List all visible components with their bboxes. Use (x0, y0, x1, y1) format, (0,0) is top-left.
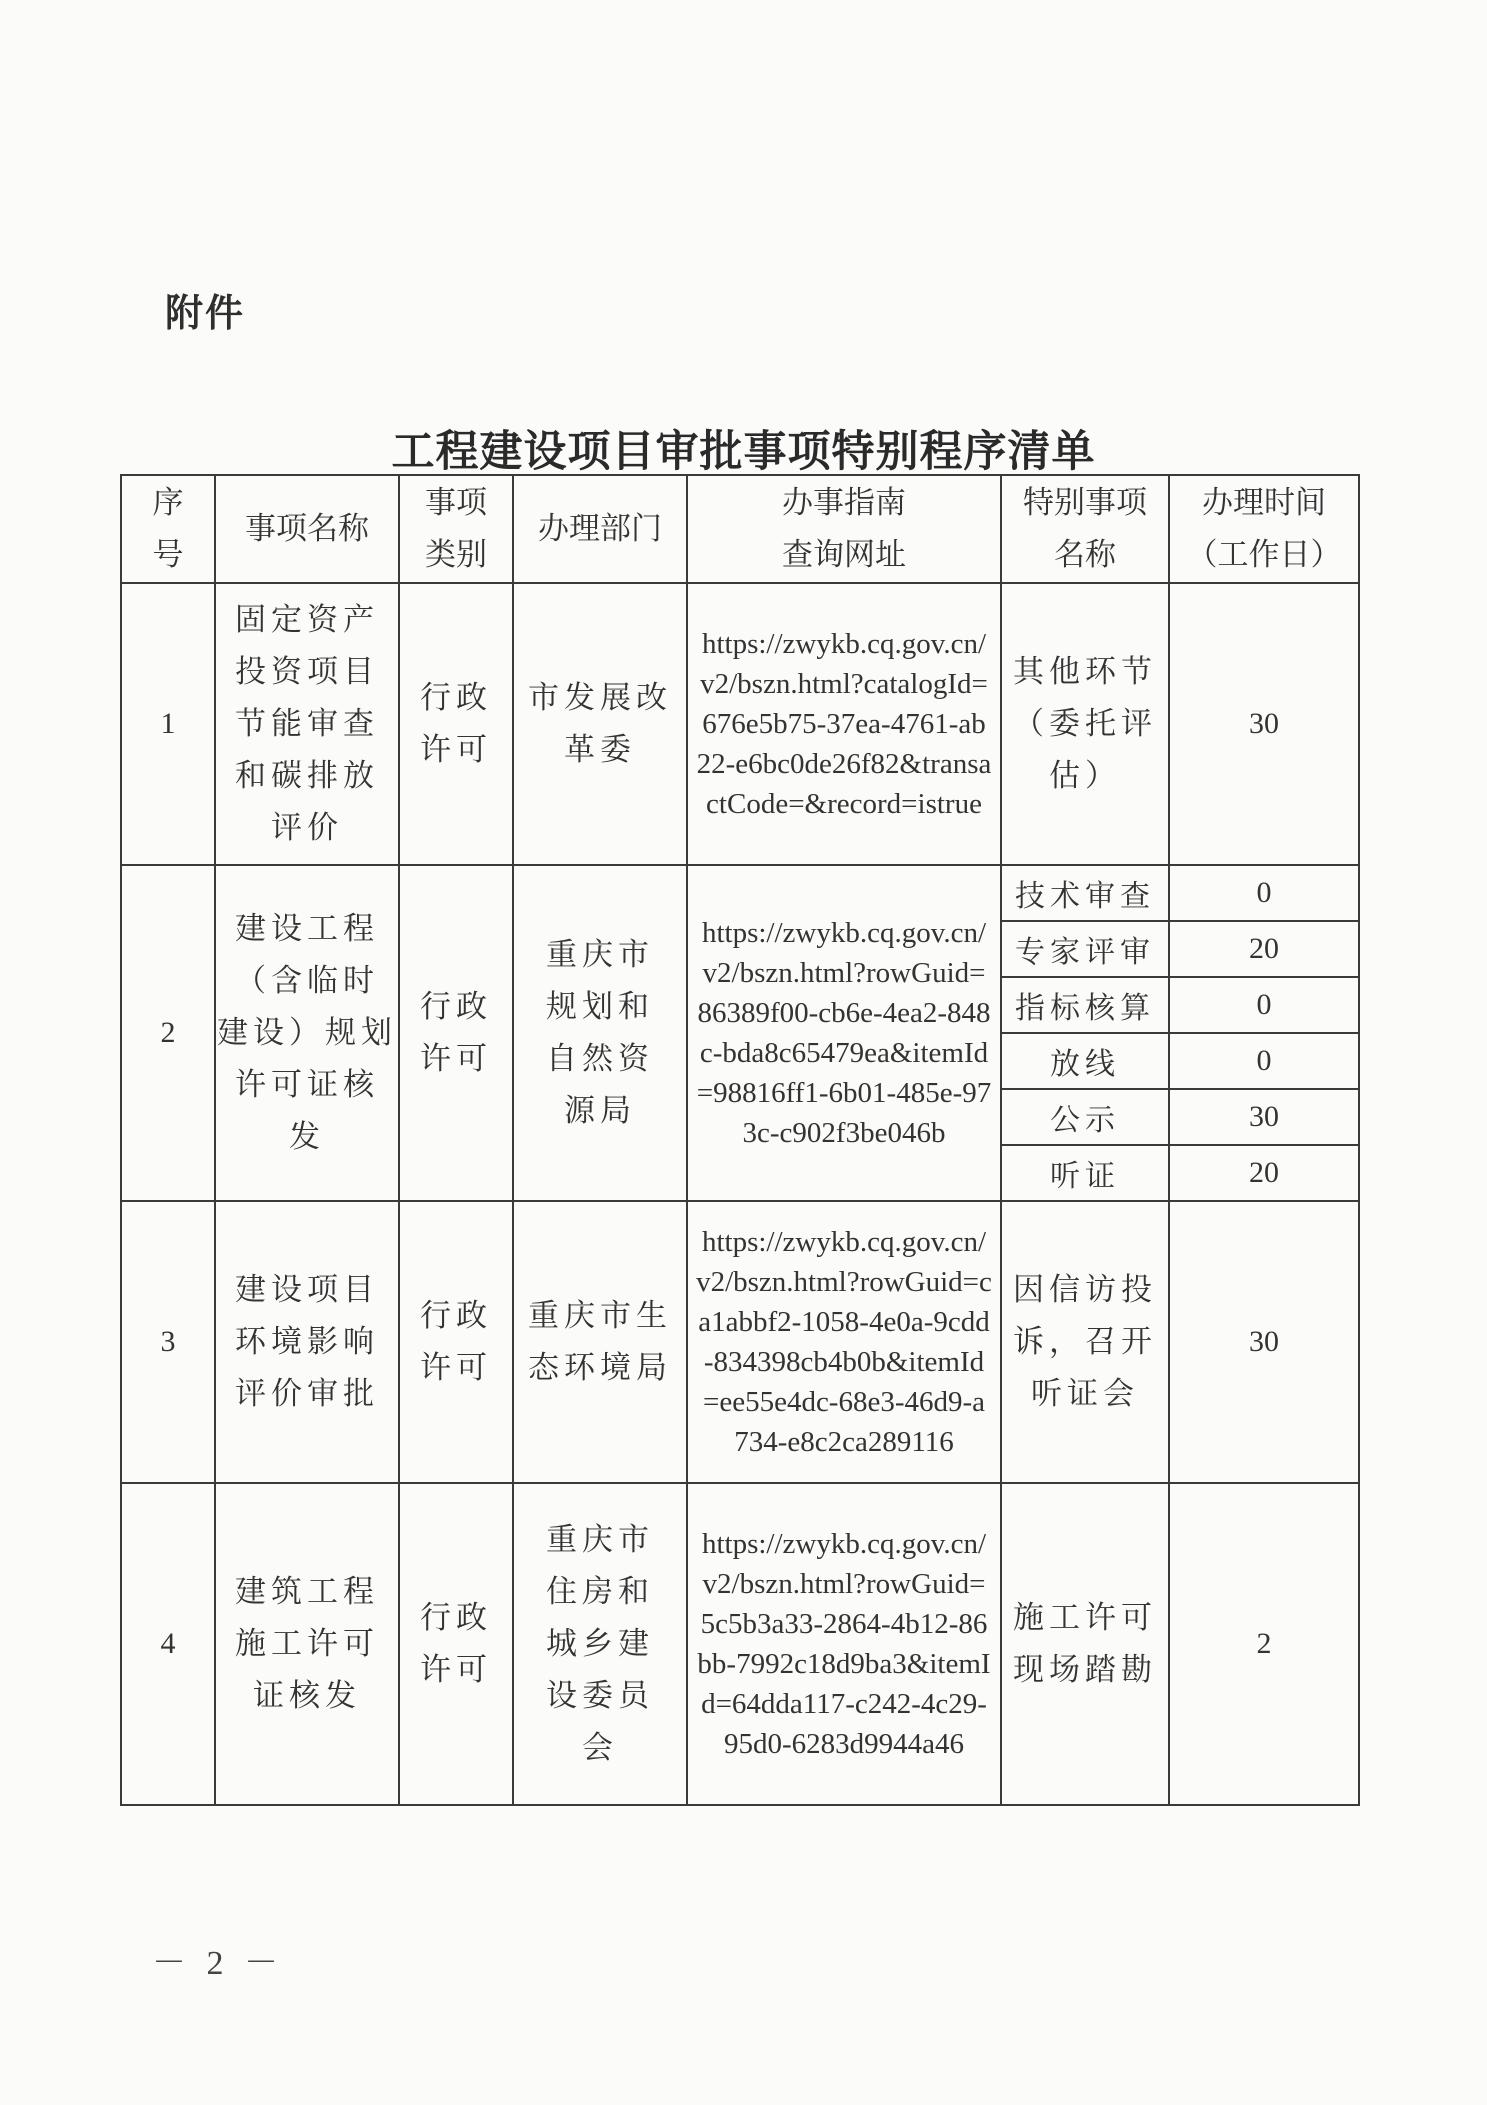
row-department: 重庆市 规划和 自然资 源局 (513, 865, 687, 1201)
row-time: 0 (1169, 1033, 1359, 1089)
guide-link[interactable]: https://zwykb.cq.gov.cn/v2/bszn.html?rowGuid=ca1abbf2-1058-4e0a-9cdd-834398cb4b0b&itemId=ee55e4dc-68e3-46d9-a734-e8c2ca289116 (696, 1226, 992, 1458)
table-header-row (121, 475, 1359, 583)
header-seq: 序 号 (121, 475, 215, 583)
row-special-name: 指标核算 (1001, 977, 1169, 1033)
row-time: 0 (1169, 865, 1359, 921)
row-time: 20 (1169, 1145, 1359, 1201)
guide-link[interactable]: https://zwykb.cq.gov.cn/v2/bszn.html?catalogId=676e5b75-37ea-4761-ab22-e6bc0de26f82&transactCode=&record=istrue (696, 628, 992, 820)
row-guide-url[interactable] (687, 865, 1001, 1201)
header-department: 办理部门 (513, 475, 687, 583)
row-seq: 1 (121, 583, 215, 865)
table-row (121, 865, 1359, 921)
row-time: 0 (1169, 977, 1359, 1033)
row-category: 行政 许可 (399, 1483, 513, 1805)
row-special-name: 因信访投 诉，召开 听证会 (1001, 1201, 1169, 1483)
row-seq: 4 (121, 1483, 215, 1805)
guide-link[interactable]: https://zwykb.cq.gov.cn/v2/bszn.html?rowGuid=5c5b3a33-2864-4b12-86bb-7992c18d9ba3&itemId=64dda117-c242-4c29-95d0-6283d9944a46 (697, 1528, 991, 1760)
row-special-name: 专家评审 (1001, 921, 1169, 977)
header-time: 办理时间 （工作日） (1169, 475, 1359, 583)
row-time: 30 (1169, 1201, 1359, 1483)
row-special-name: 公示 (1001, 1089, 1169, 1145)
row-special-name: 其他环节 （委托评 估） (1001, 583, 1169, 865)
row-time: 2 (1169, 1483, 1359, 1805)
row-time: 20 (1169, 921, 1359, 977)
guide-link[interactable]: https://zwykb.cq.gov.cn/v2/bszn.html?rowGuid=86389f00-cb6e-4ea2-848c-bda8c65479ea&itemId=98816ff1-6b01-485e-973c-c902f3be046b (696, 917, 992, 1149)
row-category: 行政 许可 (399, 583, 513, 865)
row-guide-url[interactable] (687, 1201, 1001, 1483)
attachment-label: 附件 (165, 291, 246, 335)
table-row (121, 583, 1359, 865)
row-name: 建设项目 环境影响 评价审批 (215, 1201, 399, 1483)
row-department: 重庆市 住房和 城乡建 设委员 会 (513, 1483, 687, 1805)
row-category: 行政 许可 (399, 865, 513, 1201)
row-name: 建筑工程 施工许可 证核发 (215, 1483, 399, 1805)
header-special-name: 特别事项 名称 (1001, 475, 1169, 583)
header-name: 事项名称 (215, 475, 399, 583)
header-guide-url: 办事指南 查询网址 (687, 475, 1001, 583)
row-name: 建设工程 （含临时 建设）规划 许可证核 发 (215, 865, 399, 1201)
row-time: 30 (1169, 1089, 1359, 1145)
row-special-name: 技术审查 (1001, 865, 1169, 921)
row-department: 市发展改 革委 (513, 583, 687, 865)
row-guide-url[interactable] (687, 1483, 1001, 1805)
header-category: 事项 类别 (399, 475, 513, 583)
row-special-name: 听证 (1001, 1145, 1169, 1201)
row-seq: 2 (121, 865, 215, 1201)
row-department: 重庆市生 态环境局 (513, 1201, 687, 1483)
row-seq: 3 (121, 1201, 215, 1483)
table-row (121, 1483, 1359, 1805)
row-special-name: 施工许可 现场踏勘 (1001, 1483, 1169, 1805)
row-name: 固定资产 投资项目 节能审查 和碳排放 评价 (215, 583, 399, 865)
procedure-table (120, 474, 1360, 1806)
document-title: 工程建设项目审批事项特别程序清单 (391, 427, 1096, 477)
row-category: 行政 许可 (399, 1201, 513, 1483)
table-row (121, 1201, 1359, 1483)
page-number: － 2 － (152, 1945, 284, 1982)
row-time: 30 (1169, 583, 1359, 865)
row-special-name: 放线 (1001, 1033, 1169, 1089)
row-guide-url[interactable] (687, 583, 1001, 865)
